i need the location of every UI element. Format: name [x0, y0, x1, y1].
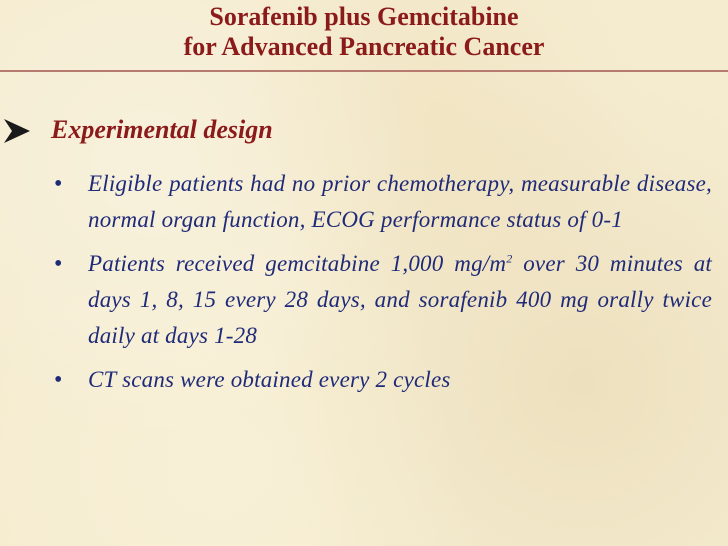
title-line-1: Sorafenib plus Gemcitabine — [209, 2, 519, 31]
section-heading — [4, 112, 724, 148]
bullet-text: CT scans were obtained every 2 cycles — [88, 367, 451, 392]
bullet-list — [52, 166, 712, 406]
dosing-text-part2: over 30 minutes at days 1, 8, 15 every 28 days, and sorafenib 400 mg orally twice daily at days 1-28 — [88, 251, 712, 348]
dosing-text-part1: Patients received gemcitabine 1,000 mg/m — [88, 251, 507, 276]
dosing-superscript: 2 — [506, 251, 513, 266]
title-divider — [0, 70, 728, 72]
bullet-item-eligibility — [52, 166, 712, 238]
bullet-text: Eligible patients had no prior chemotherapy, measurable disease, normal organ function, ECOG performance status of 0-1 — [88, 171, 712, 232]
arrow-bullet-icon — [4, 119, 30, 143]
bullet-dot-icon: • — [54, 171, 63, 197]
title-line-2: for Advanced Pancreatic Cancer — [183, 32, 545, 61]
section-heading-label: Experimental design — [51, 115, 273, 144]
bullet-dot-icon: • — [54, 251, 63, 277]
bullet-item-ct-scans — [52, 362, 712, 398]
bullet-dot-icon: • — [54, 367, 63, 393]
slide-title — [0, 2, 728, 62]
bullet-text — [88, 246, 712, 354]
bullet-item-dosing — [52, 246, 712, 354]
